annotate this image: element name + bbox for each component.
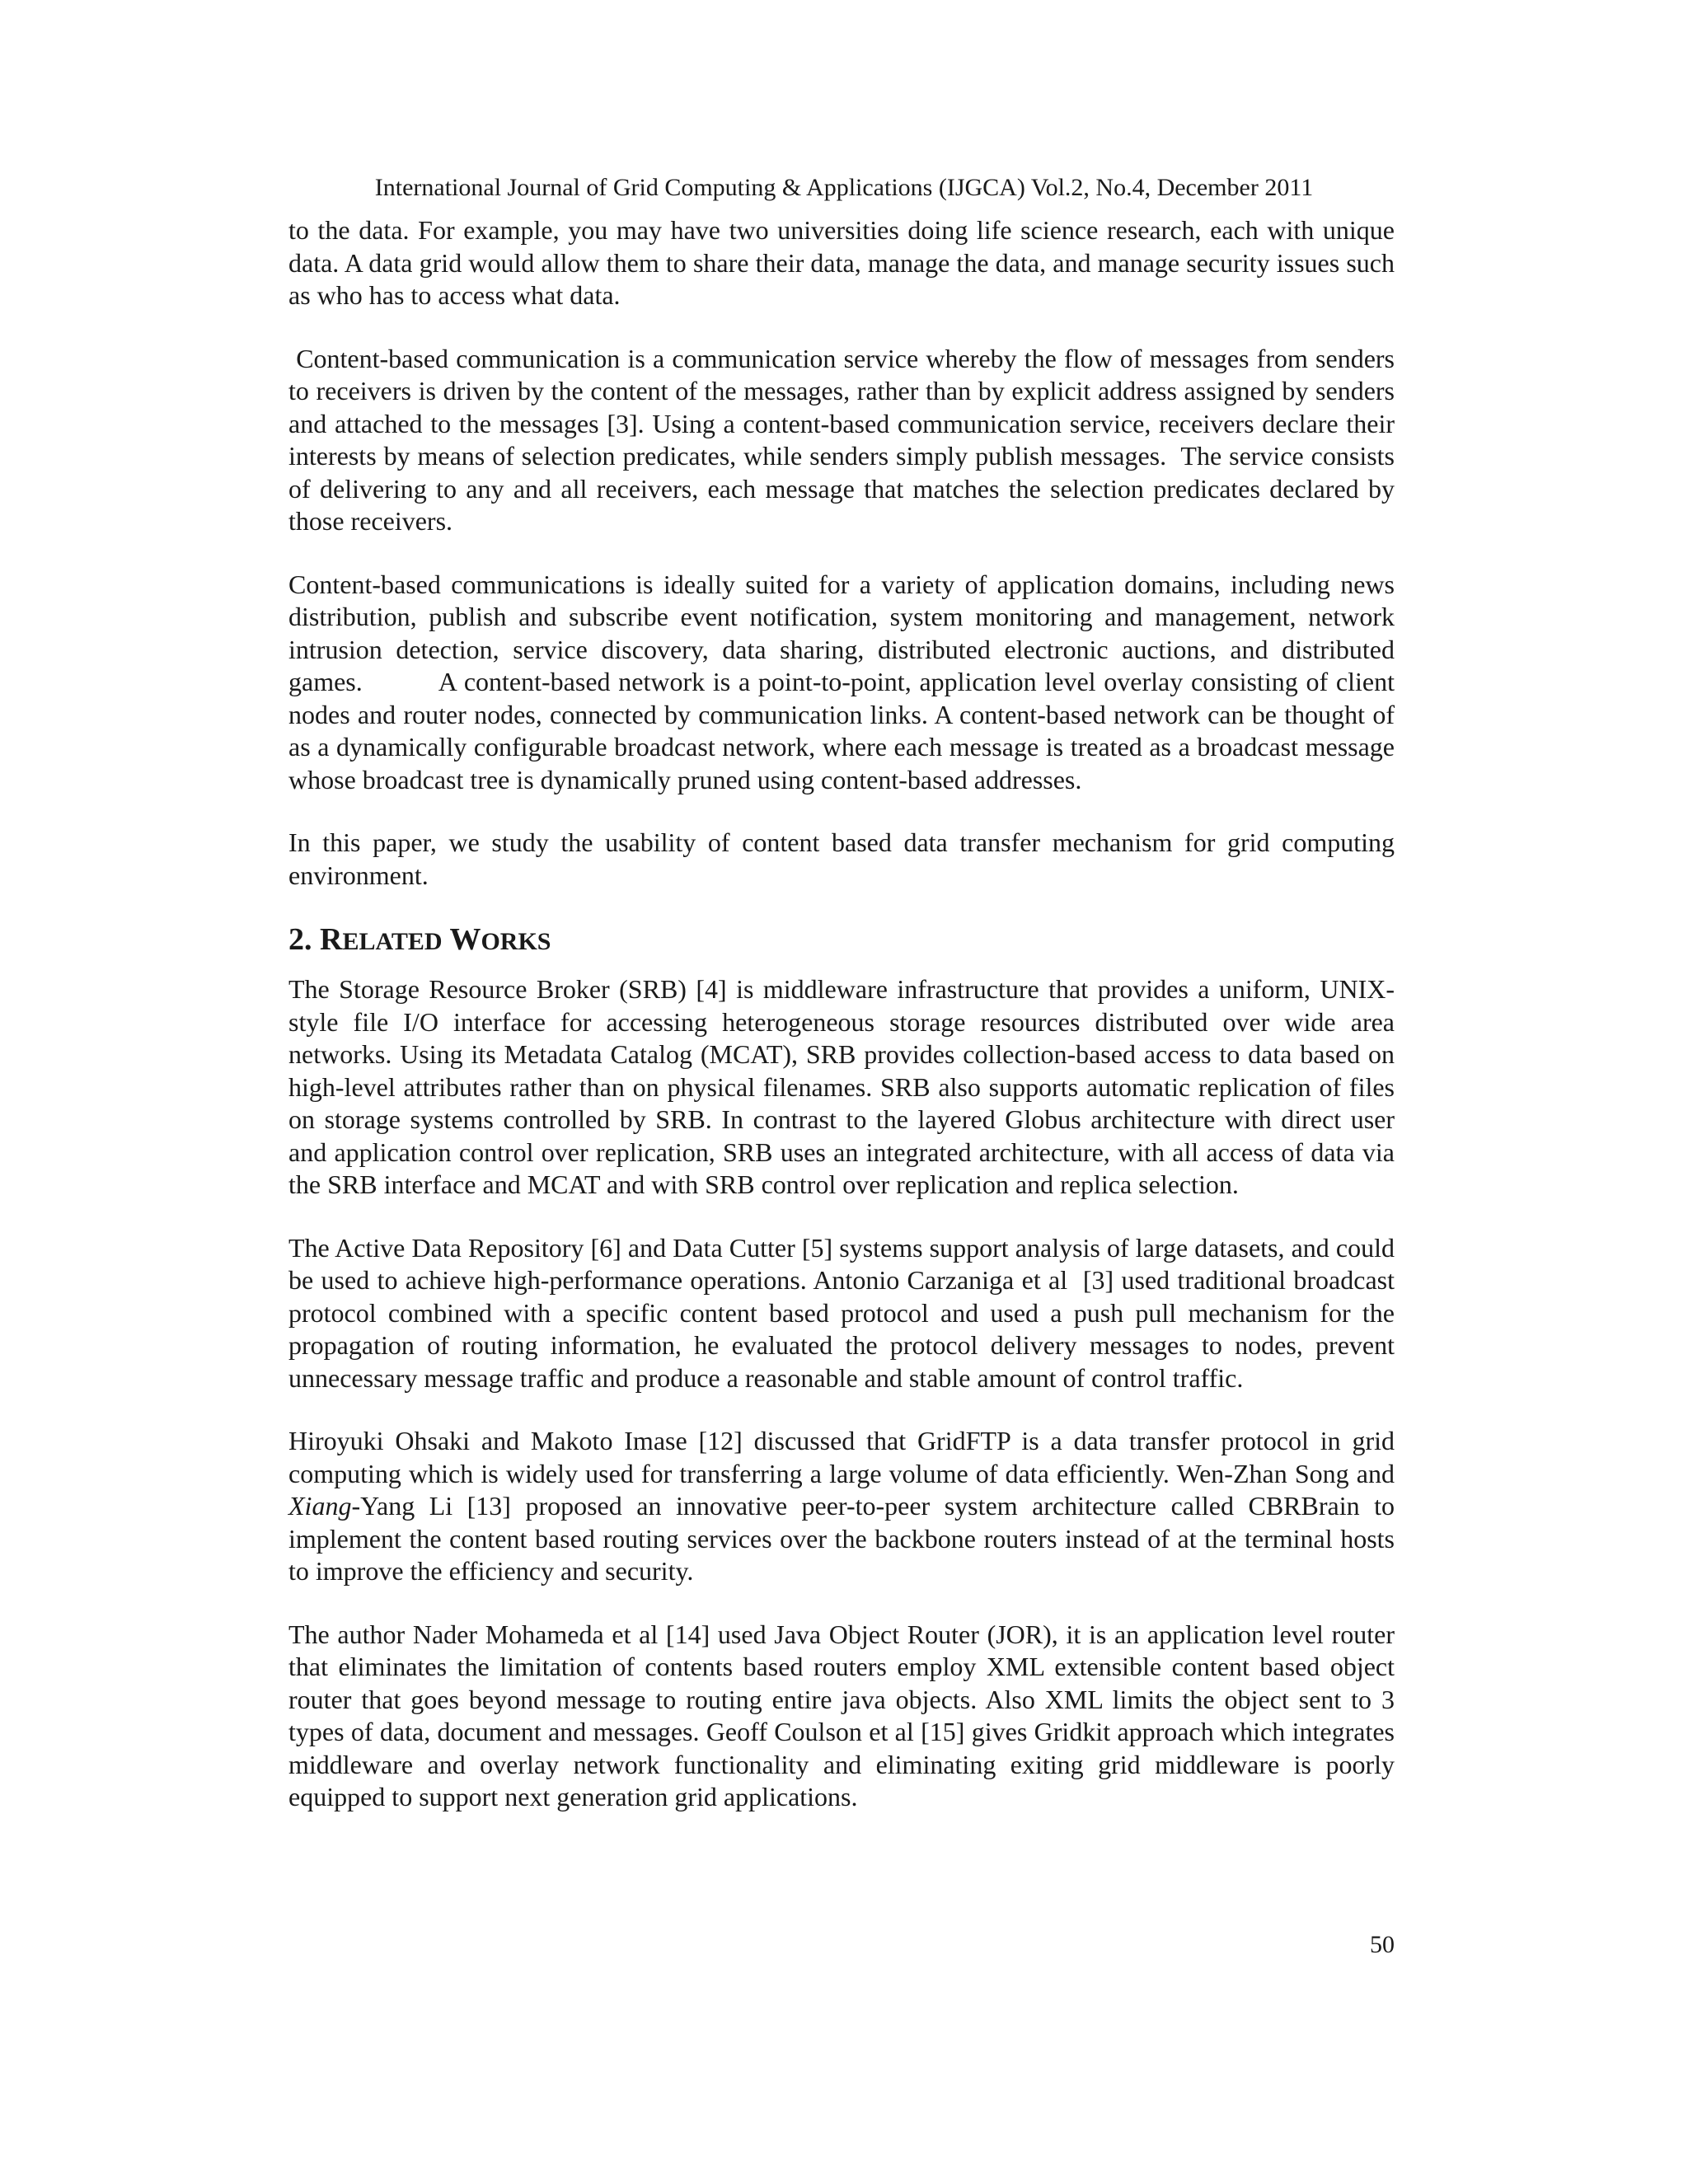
section-heading-related-works: 2. RELATED WORKS <box>288 922 551 957</box>
paragraph-active-data-repository: The Active Data Repository [6] and Data Cutter [5] systems support analysis of large datasets, and could be used to achieve high-performance operations. Antonio Carzaniga et al [3] used traditional broadcast protocol combined with a specific content based protocol and used a push pull mechanism for the propagation of routing information, he evaluated the protocol delivery messages to nodes, prevent unnecessary message traffic and produce a reasonable and stable amount of control traffic. <box>288 1232 1401 1393</box>
paragraph-java-object-router: The author Nader Mohameda et al [14] used Java Object Router (JOR), it is an application level router that eliminates the limitation of contents based routers employ XML extensible content based object router that goes beyond message to routing entire java objects. Also XML limits the object sent to 3 types of data, document and messages. Geoff Coulson et al [15] gives Gridkit approach which integrates middleware and overlay network functionality and eliminating exiting grid middleware is poorly equipped to support next generation grid applications. <box>288 1619 1395 1811</box>
paragraph-data-grid-intro: to the data. For example, you may have two universities doing life science research, each with unique data. A data grid would allow them to share their data, manage the data, and manage security issues such as who has to access what data. <box>288 215 1395 310</box>
italic-name: Xiang <box>288 1491 352 1521</box>
running-header: International Journal of Grid Computing & Applications (IJGCA) Vol.2, No.4, December 2011 <box>374 174 1314 201</box>
paragraph-application-domains <box>288 569 1395 797</box>
page-number: 50 <box>1370 1931 1395 1958</box>
paragraph-content-based-communication: Content-based communication is a communication service whereby the flow of messages from senders to receivers is driven by the content of the messages, rather than by explicit address assigned by senders and attached to the messages [3]. Using a content-based communication service, receivers declare their interests by means of selection predicates, while senders simply publish messages. The service consists of delivering to any and all receivers, each message that matches the selection predicates declared by those receivers. <box>288 343 1402 536</box>
section-number: 2. <box>288 922 312 957</box>
paragraph-srb: The Storage Resource Broker (SRB) [4] is middleware infrastructure that provides a uniform, UNIX-style file I/O interface for accessing heterogeneous storage resources distributed over wide area networks. Using its Metadata Catalog (MCAT), SRB provides collection-based access to data based on high-level attributes rather than on physical filenames. SRB also supports automatic replication of files on storage systems controlled by SRB. In contrast to the layered Globus architecture with direct user and application control over replication, SRB uses an integrated architecture, with all access of data via the SRB interface and MCAT and with SRB control over replication and replica selection. <box>288 974 1395 1199</box>
paragraph-gridftp: Hiroyuki Ohsaki and Makoto Imase [12] discussed that GridFTP is a data transfer protocol in grid computing which is widely used for transferring a large volume of data efficiently. Wen-Zhan Song and Xiang-Yang Li [13] proposed an innovative peer-to-peer system architecture called CBRBrain to implement the content based routing services over the backbone routers instead of at the terminal hosts to improve the efficiency and security. <box>288 1426 1395 1586</box>
paragraph-paper-purpose: In this paper, we study the usability of content based data transfer mechanism for grid computing environment. <box>288 827 1395 890</box>
page-body <box>288 214 1402 1814</box>
paragraph-application-domains-part2: A content-based network is a point-to-point, application level overlay consisting of client nodes and router nodes, connected by communication links. A content-based network can be thought of as a dynamically configurable broadcast network, where each message is treated as a broadcast message whose broadcast tree is dynamically pruned using content-based addresses. <box>288 667 1395 794</box>
paragraph-application-domains-part1: Content-based communications is ideally suited for a variety of application domains, including news distribution, publish and subscribe event notification, system monitoring and management, network intrusion detection, service discovery, data sharing, distributed electronic auctions, and distributed games. <box>288 569 1395 696</box>
